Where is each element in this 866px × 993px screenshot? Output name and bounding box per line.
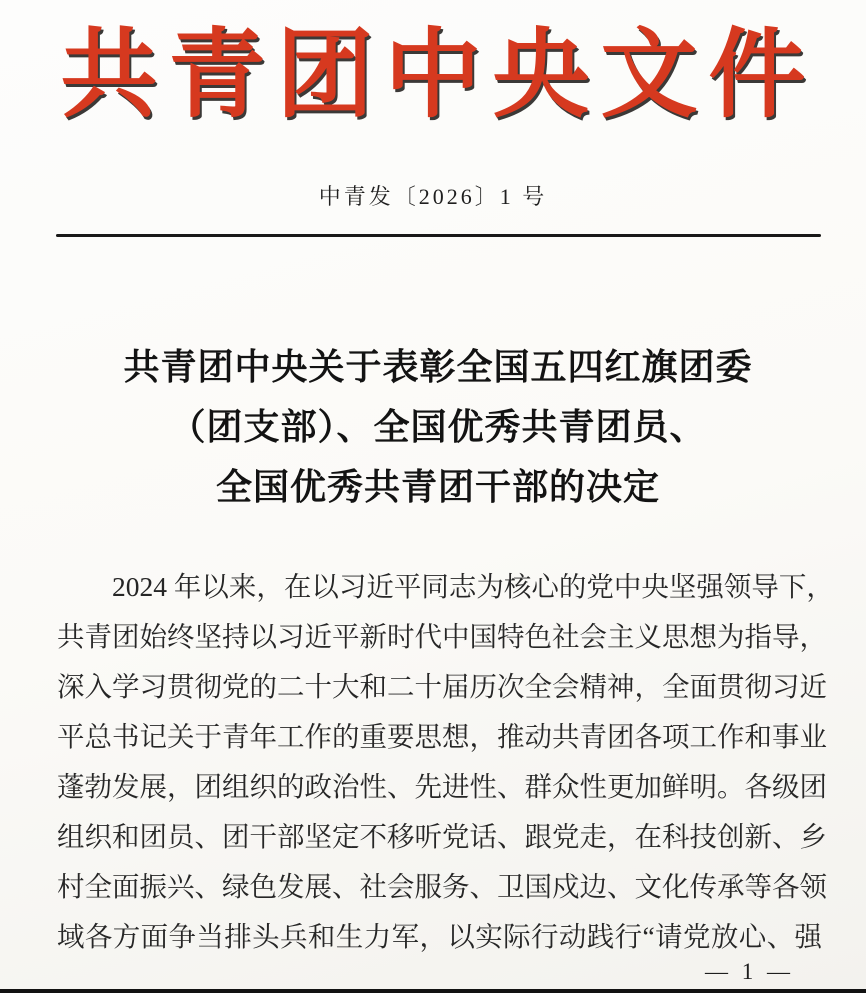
document-title — [55, 337, 821, 517]
body-text-line: 2024 年以来，在以习近平同志为核心的党中央坚强领导下， — [112, 571, 834, 602]
page-number: — 1 — — [705, 959, 794, 984]
body-text-line: 平总书记关于青年工作的重要思想，推动共青团各项工作和事业 — [57, 721, 827, 752]
body-text-line: 共青团始终坚持以习近平新时代中国特色社会主义思想为指导， — [57, 621, 827, 652]
body-text-line: 蓬勃发展，团组织的政治性、先进性、群众性更加鲜明。各级团 — [57, 771, 827, 802]
body-text-line: 村全面振兴、绿色发展、社会服务、卫国戍边、文化传承等各领 — [57, 871, 827, 902]
document-title-line-3: 全国优秀共青团干部的决定 — [215, 467, 660, 507]
document-title-line-2: （团支部）、全国优秀共青团员、 — [169, 407, 707, 447]
document-title-line-1: 共青团中央关于表彰全国五四红旗团委 — [123, 347, 753, 387]
page-bottom-edge — [0, 989, 866, 993]
document-header-title: 共青团中央文件 — [60, 22, 817, 129]
header-divider-line — [56, 234, 821, 237]
body-text-line: 域各方面争当排头兵和生力军，以实际行动践行“请党放心、强 — [57, 921, 822, 952]
body-text-line: 深入学习贯彻党的二十大和二十届历次全会精神，全面贯彻习近 — [57, 671, 827, 702]
document-body — [57, 562, 834, 962]
document-number: 中青发〔2026〕1 号 — [318, 184, 548, 209]
body-text-line: 组织和团员、团干部坚定不移听党话、跟党走，在科技创新、乡 — [57, 821, 827, 852]
